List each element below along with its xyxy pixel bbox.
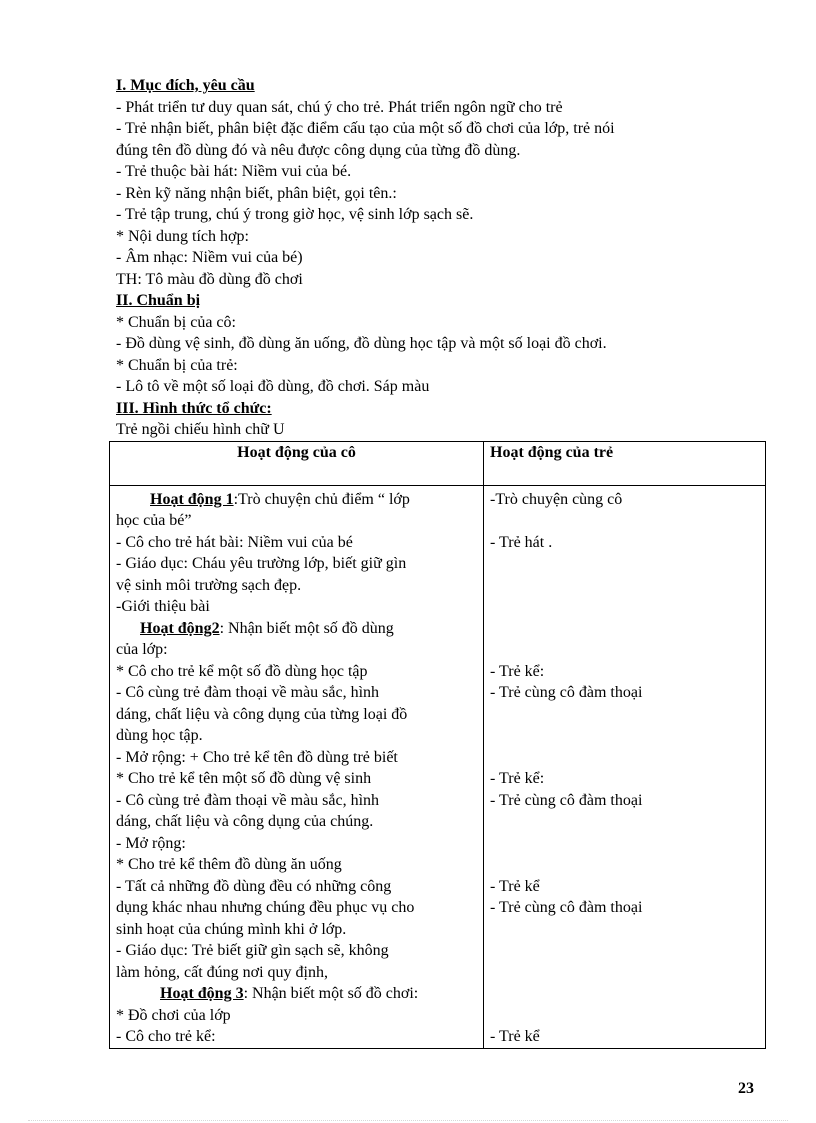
text-line: - Trẻ cùng cô đàm thoại xyxy=(490,791,643,809)
text-line: - Trẻ thuộc bài hát: Niềm vui của bé. xyxy=(116,163,352,180)
text-line: đúng tên đồ dùng đó và nêu được công dụng của từng đồ dùng. xyxy=(116,141,521,159)
activity-2-text: : Nhận biết một số đồ dùng xyxy=(219,619,394,637)
text-line: dụng khác nhau nhưng chúng đều phục vụ cho xyxy=(116,899,415,916)
text-line: - Trẻ cùng cô đàm thoại xyxy=(490,684,643,701)
text-line: dáng, chất liệu và công dụng của chúng. xyxy=(116,813,374,830)
header-teacher-activity: Hoạt động của cô xyxy=(110,441,484,485)
text-line: dáng, chất liệu và công dụng của từng loại đồ xyxy=(116,705,408,723)
footer-divider xyxy=(28,1120,788,1121)
text-line: - Cô cho trẻ kể: xyxy=(116,1028,216,1045)
activity-1-line xyxy=(116,489,477,511)
text-line: * Chuẩn bị của trẻ: xyxy=(116,356,238,374)
text-line: - Âm nhạc: Niềm vui của bé) xyxy=(116,249,303,266)
text-line: - Giáo dục: Trẻ biết giữ gìn sạch sẽ, không xyxy=(116,942,389,959)
text-line: - Lô tô về một số loại đồ dùng, đồ chơi. Sáp màu xyxy=(116,378,430,395)
activity-3-line xyxy=(116,983,477,1005)
activity-table xyxy=(109,441,766,1049)
text-line: - Trẻ cùng cô đàm thoại xyxy=(490,899,643,916)
text-line: - Tất cả những đồ dùng đều có những công xyxy=(116,877,392,895)
child-activity-cell xyxy=(484,485,766,1048)
activity-1-title: Hoạt động 1 xyxy=(150,490,234,508)
text-line: của lớp: xyxy=(116,641,168,658)
document-page xyxy=(116,75,768,1049)
activity-3-text: : Nhận biết một số đồ chơi: xyxy=(243,985,419,1002)
text-line: - Cô cùng trẻ đàm thoại về màu sắc, hình xyxy=(116,791,380,809)
text-line: - Rèn kỹ năng nhận biết, phân biệt, gọi tên.: xyxy=(116,184,397,202)
section-heading-organization: III. Hình thức tổ chức: xyxy=(116,399,272,417)
text-line: vệ sinh môi trường sạch đẹp. xyxy=(116,576,302,594)
text-line: -Giới thiệu bài xyxy=(116,598,210,615)
table-header-row xyxy=(110,441,766,485)
activity-1-text: :Trò chuyện chủ điểm “ lớp xyxy=(233,490,410,508)
text-line: TH: Tô màu đồ dùng đồ chơi xyxy=(116,270,303,288)
text-line: học của bé” xyxy=(116,512,192,529)
activity-2-line xyxy=(116,618,477,640)
text-line: - Mở rộng: xyxy=(116,834,186,852)
text-line: - Cô cho trẻ hát bài: Niềm vui của bé xyxy=(116,533,353,551)
text-line: - Giáo dục: Cháu yêu trường lớp, biết giữ gìn xyxy=(116,555,407,572)
header-child-activity: Hoạt động của trẻ xyxy=(484,441,766,485)
text-line: sinh hoạt của chúng mình khi ở lớp. xyxy=(116,920,347,938)
page-number: 23 xyxy=(738,1080,754,1097)
text-line: - Trẻ nhận biết, phân biệt đặc điểm cấu tạo của một số đồ chơi của lớp, trẻ nói xyxy=(116,120,615,137)
section-heading-preparation: II. Chuẩn bị xyxy=(116,292,201,309)
text-line: * Cho trẻ kể tên một số đồ dùng vệ sinh xyxy=(116,770,372,787)
text-line: * Cho trẻ kể thêm đồ dùng ăn uống xyxy=(116,856,342,873)
activity-3-title: Hoạt động 3 xyxy=(160,985,244,1002)
text-line: - Trẻ tập trung, chú ý trong giờ học, vệ sinh lớp sạch sẽ. xyxy=(116,206,474,223)
text-line: - Đồ dùng vệ sinh, đồ dùng ăn uống, đồ dùng học tập và một số loại đồ chơi. xyxy=(116,335,607,352)
table-body-row xyxy=(110,485,766,1048)
text-line: -Trò chuyện cùng cô xyxy=(490,490,623,508)
text-line: dùng học tập. xyxy=(116,727,203,744)
text-line: - Phát triển tư duy quan sát, chú ý cho trẻ. Phát triển ngôn ngữ cho trẻ xyxy=(116,98,563,116)
activity-2-title: Hoạt động2 xyxy=(140,619,220,637)
text-line: Trẻ ngồi chiếu hình chữ U xyxy=(116,421,285,438)
text-line: - Trẻ kể xyxy=(490,877,540,895)
text-line: - Cô cùng trẻ đàm thoại về màu sắc, hình xyxy=(116,684,380,701)
text-line: làm hỏng, cất đúng nơi quy định, xyxy=(116,963,328,981)
text-line: - Mở rộng: + Cho trẻ kể tên đồ dùng trẻ biết xyxy=(116,748,398,766)
teacher-activity-cell xyxy=(110,485,484,1048)
text-line: - Trẻ hát . xyxy=(490,533,553,551)
text-line: - Trẻ kể: xyxy=(490,770,545,787)
text-line: * Nội dung tích hợp: xyxy=(116,227,249,245)
text-line: * Cô cho trẻ kể một số đồ dùng học tập xyxy=(116,662,368,680)
text-line: * Chuẩn bị của cô: xyxy=(116,313,236,331)
text-line: - Trẻ kể xyxy=(490,1028,540,1045)
text-line: * Đồ chơi của lớp xyxy=(116,1006,231,1024)
text-line: - Trẻ kể: xyxy=(490,662,545,680)
section-heading-purpose: I. Mục đích, yêu cầu xyxy=(116,77,255,94)
